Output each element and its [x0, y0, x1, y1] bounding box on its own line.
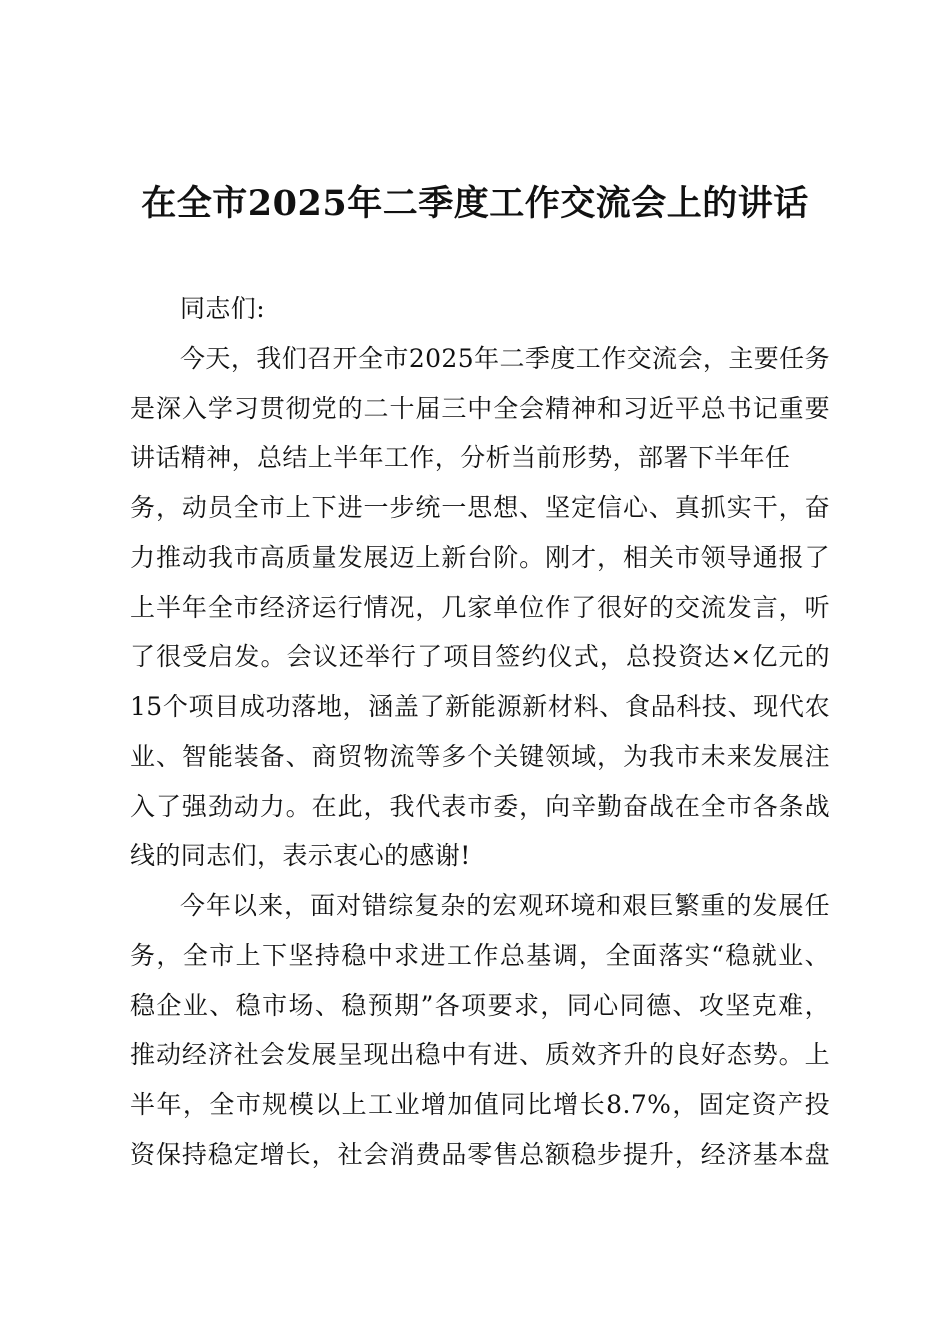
text-line: 务，动员全市上下进一步统一思想、坚定信心、真抓实干，奋: [130, 493, 830, 522]
text-line: 是深入学习贯彻党的二十届三中全会精神和习近平总书记重要: [130, 393, 830, 423]
text-line: 今天，我们召开全市2025年二季度工作交流会，主要任务: [180, 343, 830, 373]
text-line: 资保持稳定增长，社会消费品零售总额稳步提升，经济基本盘: [130, 1139, 830, 1169]
text-line: 力推动我市高质量发展迈上新台阶。刚才，相关市领导通报了: [130, 542, 830, 572]
text-line: 半年，全市规模以上工业增加值同比增长8.7%，固定资产投: [130, 1090, 830, 1119]
speech-body: [130, 284, 830, 1180]
text-line: 稳企业、稳市场、稳预期”各项要求，同心同德、攻坚克难，: [130, 990, 830, 1020]
document-title: 在全市2025年二季度工作交流会上的讲话: [141, 183, 809, 224]
text-line: 业、智能装备、商贸物流等多个关键领域，为我市未来发展注: [130, 741, 830, 771]
text-line: 入了强劲动力。在此，我代表市委，向辛勤奋战在全市各条战: [130, 791, 830, 821]
text-line: 今年以来，面对错综复杂的宏观环境和艰巨繁重的发展任: [180, 891, 830, 920]
text-line: 推动经济社会发展呈现出稳中有进、质效齐升的良好态势。上: [130, 1040, 830, 1070]
text-line: 讲话精神，总结上半年工作，分析当前形势，部署下半年任: [130, 443, 791, 473]
text-line: 同志们:: [180, 294, 266, 323]
text-line: 线的同志们，表示衷心的感谢!: [130, 841, 471, 871]
text-line: 上半年全市经济运行情况，几家单位作了很好的交流发言，听: [130, 592, 830, 622]
text-line: 务，全市上下坚持稳中求进工作总基调，全面落实“稳就业、: [130, 940, 830, 970]
text-line: 了很受启发。会议还举行了项目签约仪式，总投资达×亿元的: [130, 642, 830, 672]
text-line: 15个项目成功落地，涵盖了新能源新材料、食品科技、现代农: [130, 692, 830, 721]
